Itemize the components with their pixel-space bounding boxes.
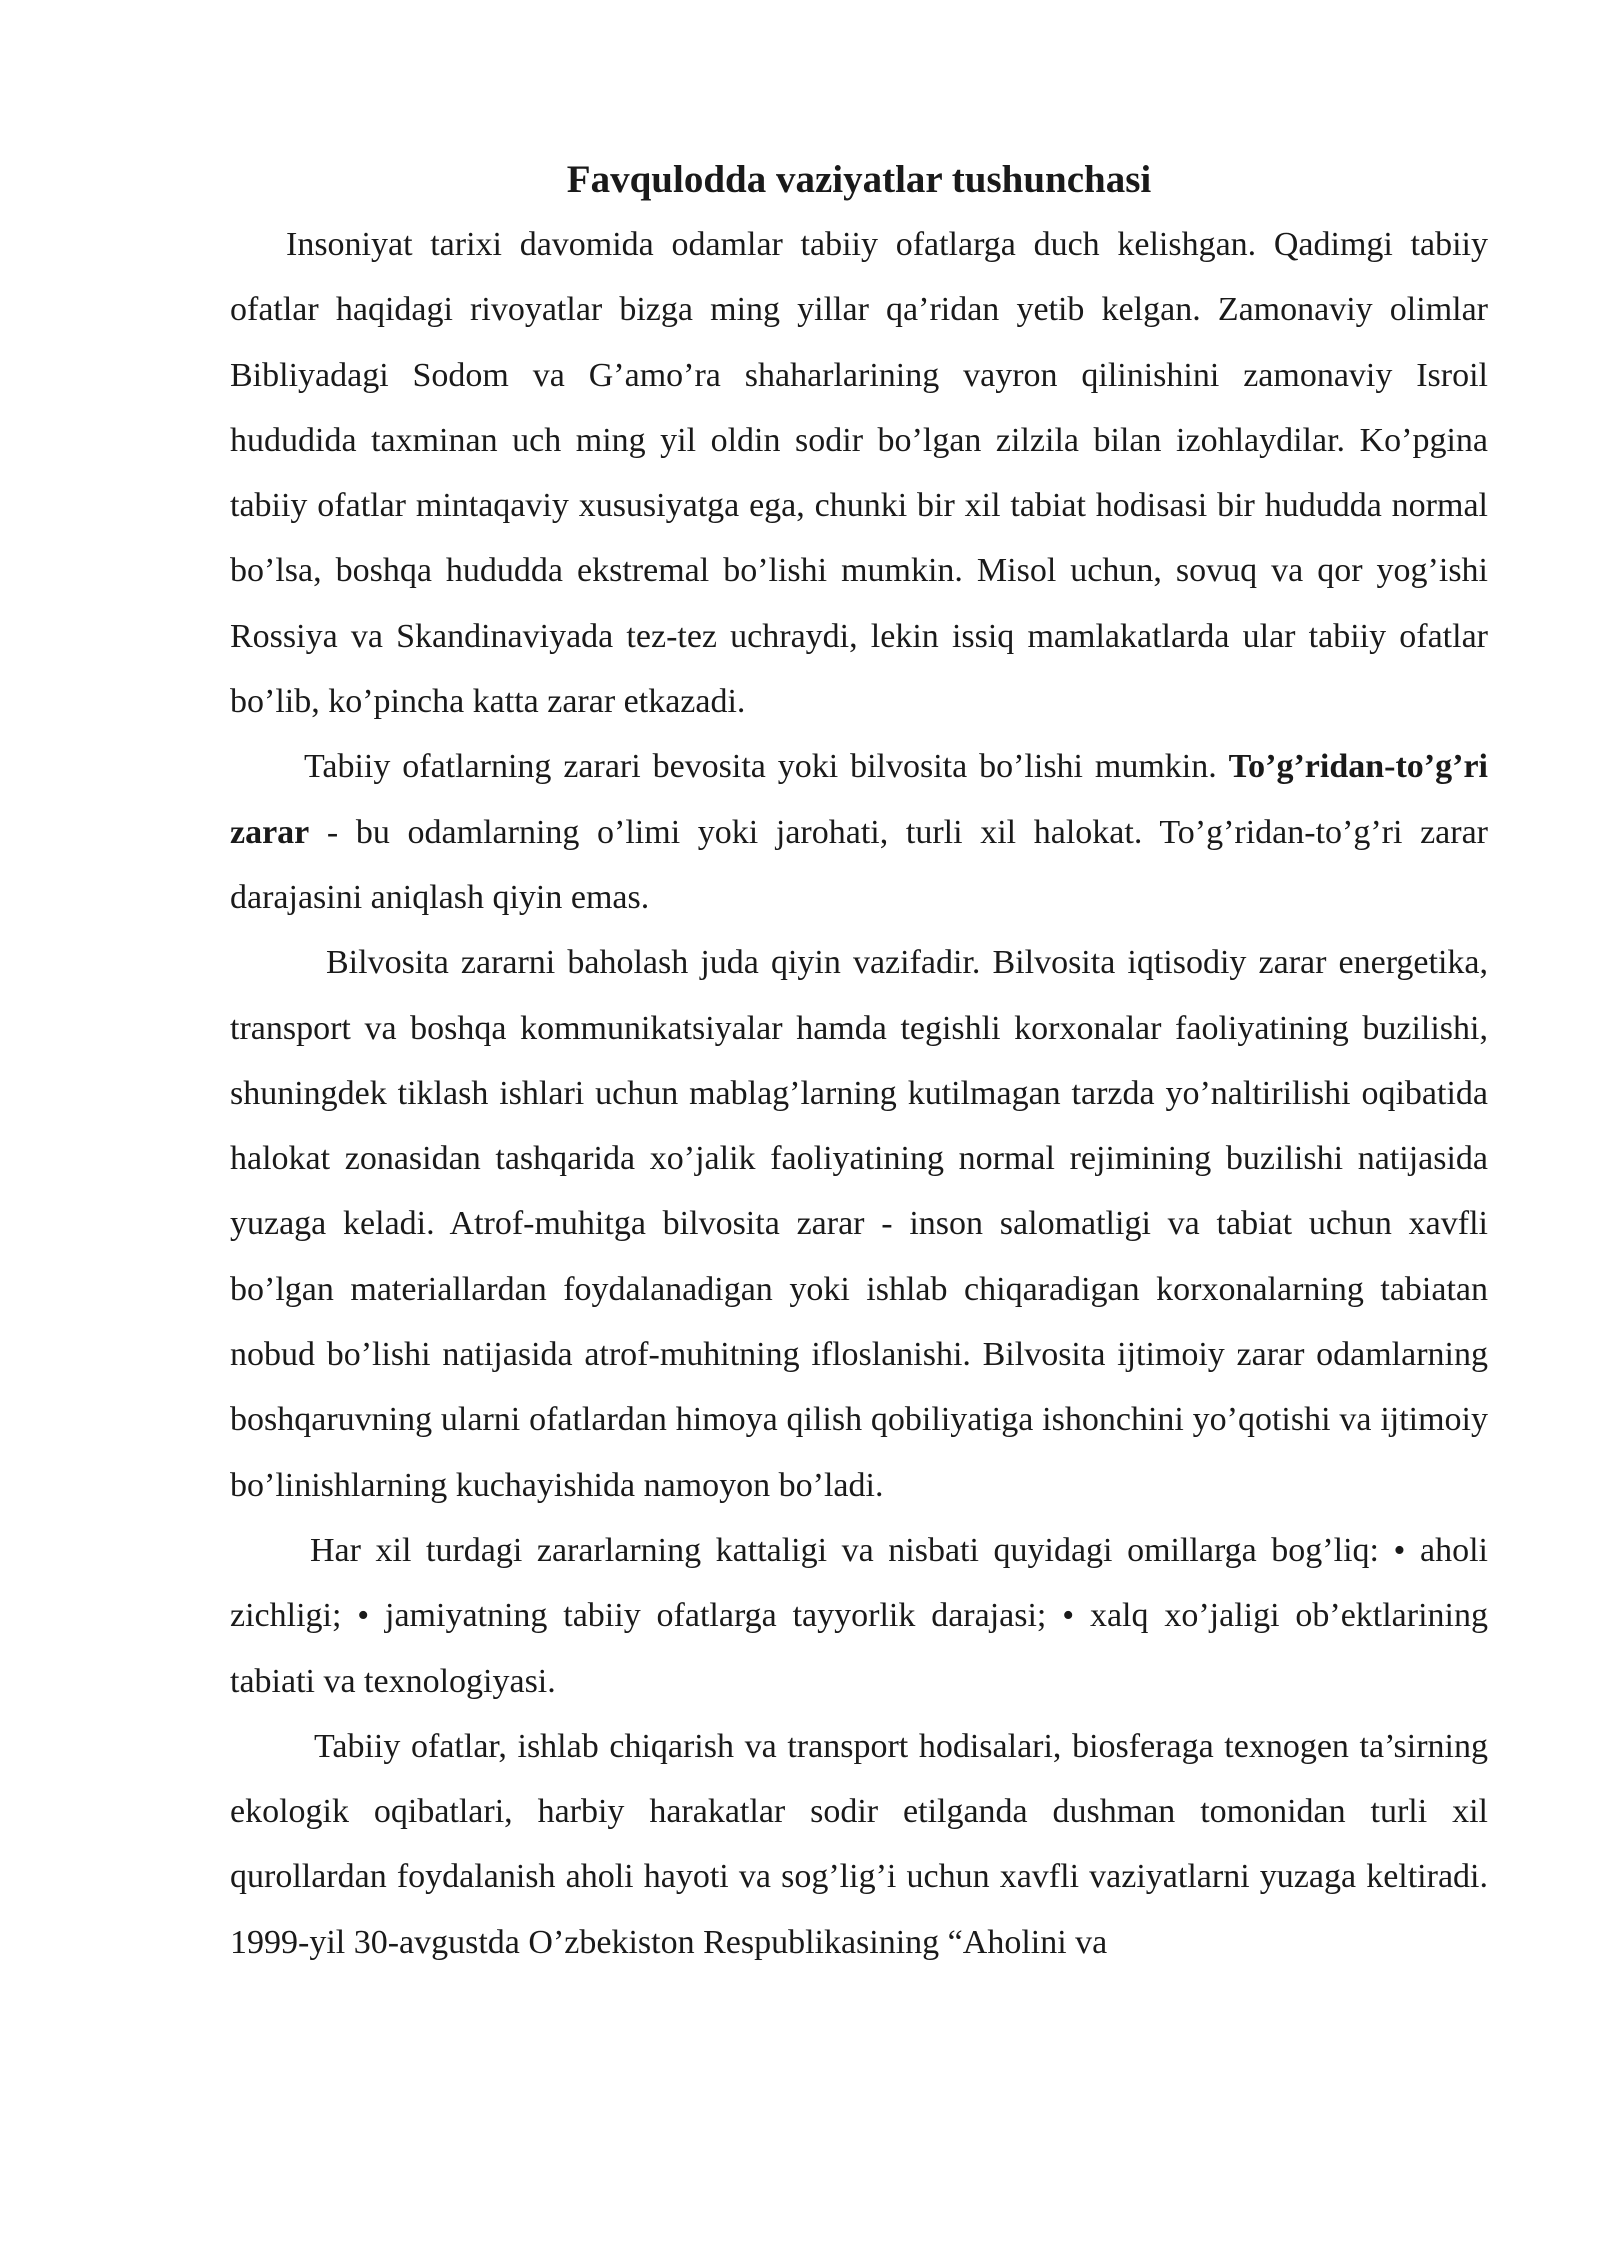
paragraph-emergency-situations: Tabiiy ofatlar, ishlab chiqarish va transport hodisalari, biosferaga texnogen ta’sirning ekologik oqibatlari, harbiy harakatlar sodir etilganda dushman tomonidan turli xil qurollardan foydalanish aholi hayoti va sog’lig’i uchun xavfli vaziyatlarni yuzaga keltiradi. 1999-yil 30-avgustda O’zbekiston Respublikasining “Aholini va bbox=[230, 1727, 1488, 1961]
document-page bbox=[230, 150, 1488, 1975]
paragraph-history: Insoniyat tarixi davomida odamlar tabiiy ofatlarga duch kelishgan. Qadimgi tabiiy ofatlar haqidagi rivoyatlar bizga ming yillar qa’ridan yetib kelgan. Zamonaviy olimlar Bibliyadagi Sodom va G’amo’ra shaharlarining vayron qilinishini zamonaviy Isroil hududida taxminan uch ming yil oldin sodir bo’lgan zilzila bilan izohlaydilar. Ko’pgina tabiiy ofatlar mintaqaviy xususiyatga ega, chunki bir xil tabiat hodisasi bir hududda normal bo’lsa, boshqa hududda ekstremal bo’lishi mumkin. Misol uchun, sovuq va qor yog’ishi Rossiya va Skandinaviyada tez-tez uchraydi, lekin issiq mamlakatlarda ular tabiiy ofatlar bo’lib, ko’pincha katta zarar etkazadi. bbox=[230, 226, 1488, 721]
direct-damage-term: To’g’ridan-to’g’ri zarar bbox=[230, 748, 1488, 851]
paragraph-damage-types-definition: - bu odamlarning o’limi yoki jarohati, turli xil halokat. To’g’ridan-to’g’ri zarar darajasini aniqlash qiyin emas. bbox=[230, 813, 1488, 916]
paragraph-indirect-damage: Bilvosita zararni baholash juda qiyin vazifadir. Bilvosita iqtisodiy zarar energetika, transport va boshqa kommunikatsiyalar hamda tegishli korxonalar faoliyatining buzilishi, shuningdek tiklash ishlari uchun mablag’larning kutilmagan tarzda yo’naltirilishi oqibatida halokat zonasidan tashqarida xo’jalik faoliyatining normal rejimining buzilishi natijasida yuzaga keladi. Atrof-muhitga bilvosita zarar - inson salomatligi va tabiat uchun xavfli bo’lgan materiallardan foydalanadigan yoki ishlab chiqaradigan korxonalarning tabiatan nobud bo’lishi natijasida atrof-muhitning ifloslanishi. Bilvosita ijtimoiy zarar odamlarning boshqaruvning ularni ofatlardan himoya qilish qobiliyatiga ishonchini yo’qotishi va ijtimoiy bo’linishlarning kuchayishida namoyon bo’ladi. bbox=[230, 944, 1488, 1504]
paragraph-damage-types-intro: Tabiiy ofatlarning zarari bevosita yoki bilvosita bo’lishi mumkin. bbox=[304, 748, 1229, 786]
paragraph-damage-factors: Har xil turdagi zararlarning kattaligi va nisbati quyidagi omillarga bog’liq: • aholi zichligi; • jamiyatning tabiiy ofatlarga tayyorlik darajasi; • xalq xo’jaligi ob’ektlarining tabiati va texnologiyasi. bbox=[230, 1531, 1488, 1700]
paragraph-damage-types bbox=[230, 734, 1488, 930]
page-title: Favqulodda vaziyatlar tushunchasi bbox=[566, 158, 1152, 201]
